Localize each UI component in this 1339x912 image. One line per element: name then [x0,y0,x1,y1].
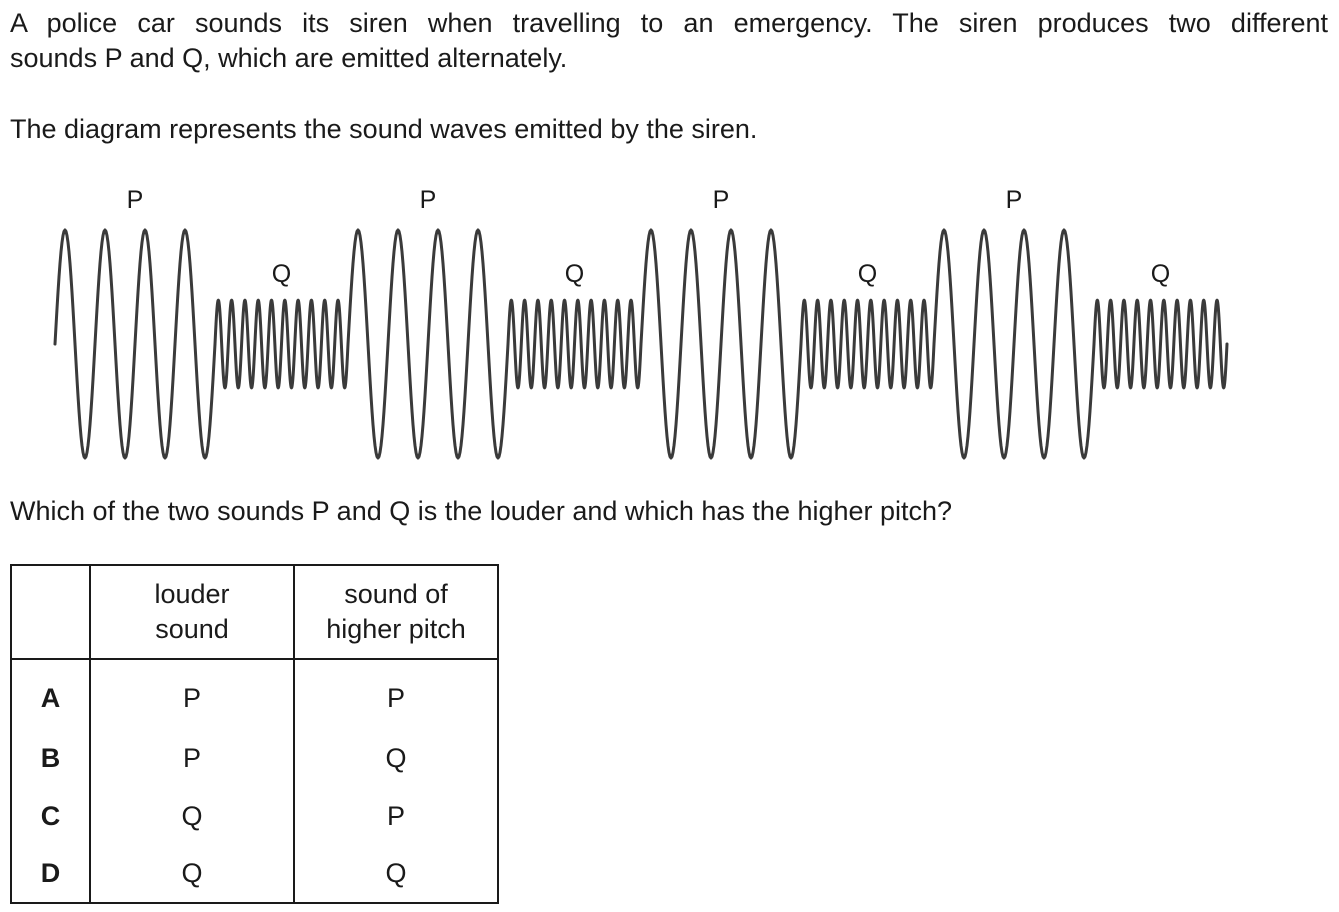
header-louder-line-2: sound [155,614,229,644]
table-row-b [11,729,498,787]
label-q: Q [271,260,292,288]
louder-sound-cell: P [90,659,294,729]
label-q: Q [857,260,878,288]
louder-sound-cell: P [90,729,294,787]
label-q: Q [564,260,585,288]
intro-paragraph [10,6,1328,76]
intro-line-1: A police car sounds its siren when travelling to an emergency. The siren produces two different [10,8,1328,38]
answer-table [10,564,499,904]
option-key: A [11,659,90,729]
table-header-row [11,565,498,659]
diagram-caption: The diagram represents the sound waves emitted by the siren. [10,114,758,144]
header-pitch-line-2: higher pitch [326,614,466,644]
intro-line-2: sounds P and Q, which are emitted alternately. [10,43,568,73]
option-key: B [11,729,90,787]
higher-pitch-cell: P [386,800,405,831]
label-p: P [712,186,730,214]
label-p: P [126,186,144,214]
label-p: P [419,186,437,214]
header-pitch-line-1: sound of [344,579,448,609]
louder-sound-cell: Q [90,845,294,903]
option-key: D [11,845,90,903]
label-q: Q [1150,260,1171,288]
higher-pitch-cell: Q [385,742,407,773]
question-text: Which of the two sounds P and Q is the louder and which has the higher pitch? [10,496,953,526]
siren-wave-diagram [0,170,1339,470]
header-higher-pitch [294,565,498,659]
higher-pitch-cell: Q [385,858,407,888]
label-p: P [1005,186,1023,214]
louder-sound-cell: Q [90,787,294,845]
sound-wave-line [55,230,1227,458]
header-blank-cell [11,565,90,659]
header-louder-sound [90,565,294,659]
table-row-c [11,787,498,845]
higher-pitch-cell: P [386,683,405,713]
header-louder-line-1: louder [154,579,230,609]
option-key: C [11,787,90,845]
table-row-d [11,845,498,903]
table-row-a [11,659,498,729]
